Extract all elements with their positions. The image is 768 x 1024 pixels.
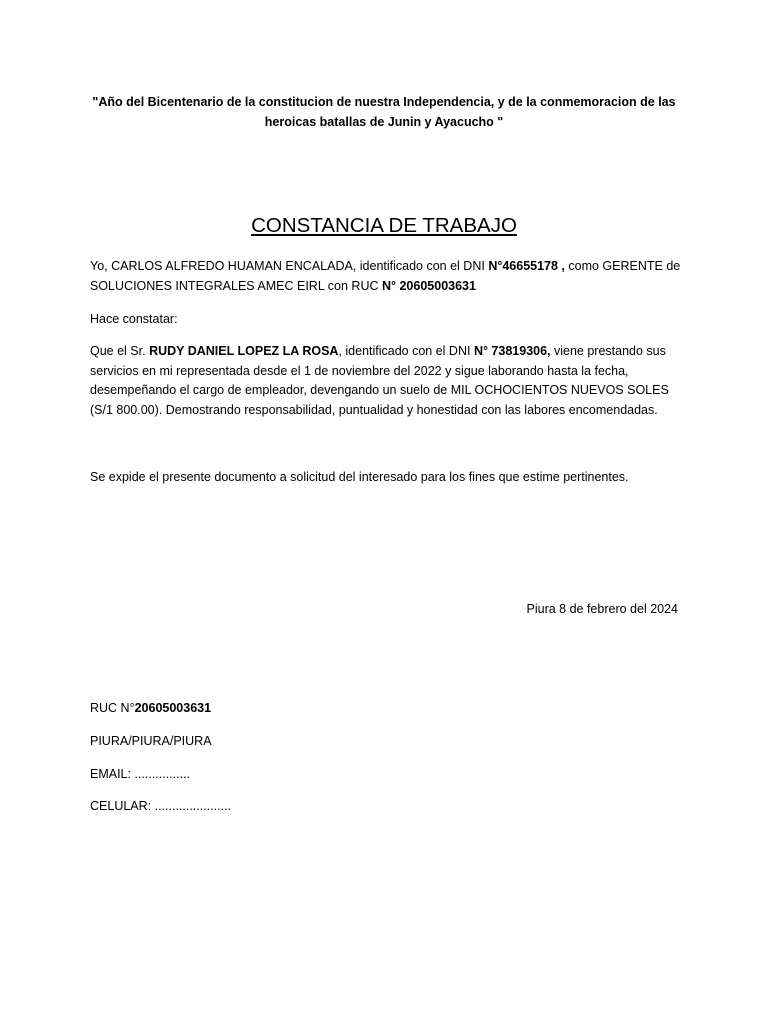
closing-paragraph: Se expide el presente documento a solicitud del interesado para los fines que estime pertinentes. bbox=[90, 470, 629, 484]
body-paragraph bbox=[90, 342, 682, 420]
employee-name: RUDY DANIEL LOPEZ LA ROSA bbox=[149, 344, 339, 358]
footer-location: PIURA/PIURA/PIURA bbox=[90, 734, 212, 748]
hace-constatar: Hace constatar: bbox=[90, 312, 178, 326]
footer-ruc-value: 20605003631 bbox=[134, 701, 212, 715]
footer-email: EMAIL: ................ bbox=[90, 767, 191, 781]
footer-phone: CELULAR: ...................... bbox=[90, 799, 232, 813]
footer-ruc-label: RUC N° bbox=[90, 701, 135, 715]
body-text-2: , identificado con el DNI bbox=[338, 344, 474, 358]
footer-ruc bbox=[90, 699, 211, 719]
body-text-3: viene prestando sus servicios en mi representada desde el 1 de noviembre del 2022 y sigue laborando hasta la fecha, desempeñando el cargo de empleador, devengando un suelo de MIL OCHOCIENTOS NUEVOS SOLES (S/1 800.00). Demostrando responsabilidad, puntualidad y honestidad con las labores encomendadas. bbox=[90, 344, 669, 417]
intro-text-1: Yo, CARLOS ALFREDO HUAMAN ENCALADA, identificado con el DNI bbox=[90, 259, 489, 273]
document-title: CONSTANCIA DE TRABAJO bbox=[251, 214, 517, 237]
body-text-1: Que el Sr. bbox=[90, 344, 150, 358]
intro-text-2: como GERENTE de SOLUCIONES INTEGRALES AMEC EIRL con RUC bbox=[90, 259, 681, 293]
company-ruc: N° 20605003631 bbox=[381, 278, 476, 293]
motto-header: "Año del Bicentenario de la constitucion de nuestra Independencia, y de la conmemoracion de las heroicas batallas de Junin y Ayacucho " bbox=[92, 95, 676, 129]
intro-paragraph bbox=[90, 257, 682, 296]
employee-dni: N° 73819306, bbox=[473, 344, 551, 358]
document-date: Piura 8 de febrero del 2024 bbox=[526, 602, 678, 616]
manager-dni: N°46655178 , bbox=[488, 259, 565, 273]
